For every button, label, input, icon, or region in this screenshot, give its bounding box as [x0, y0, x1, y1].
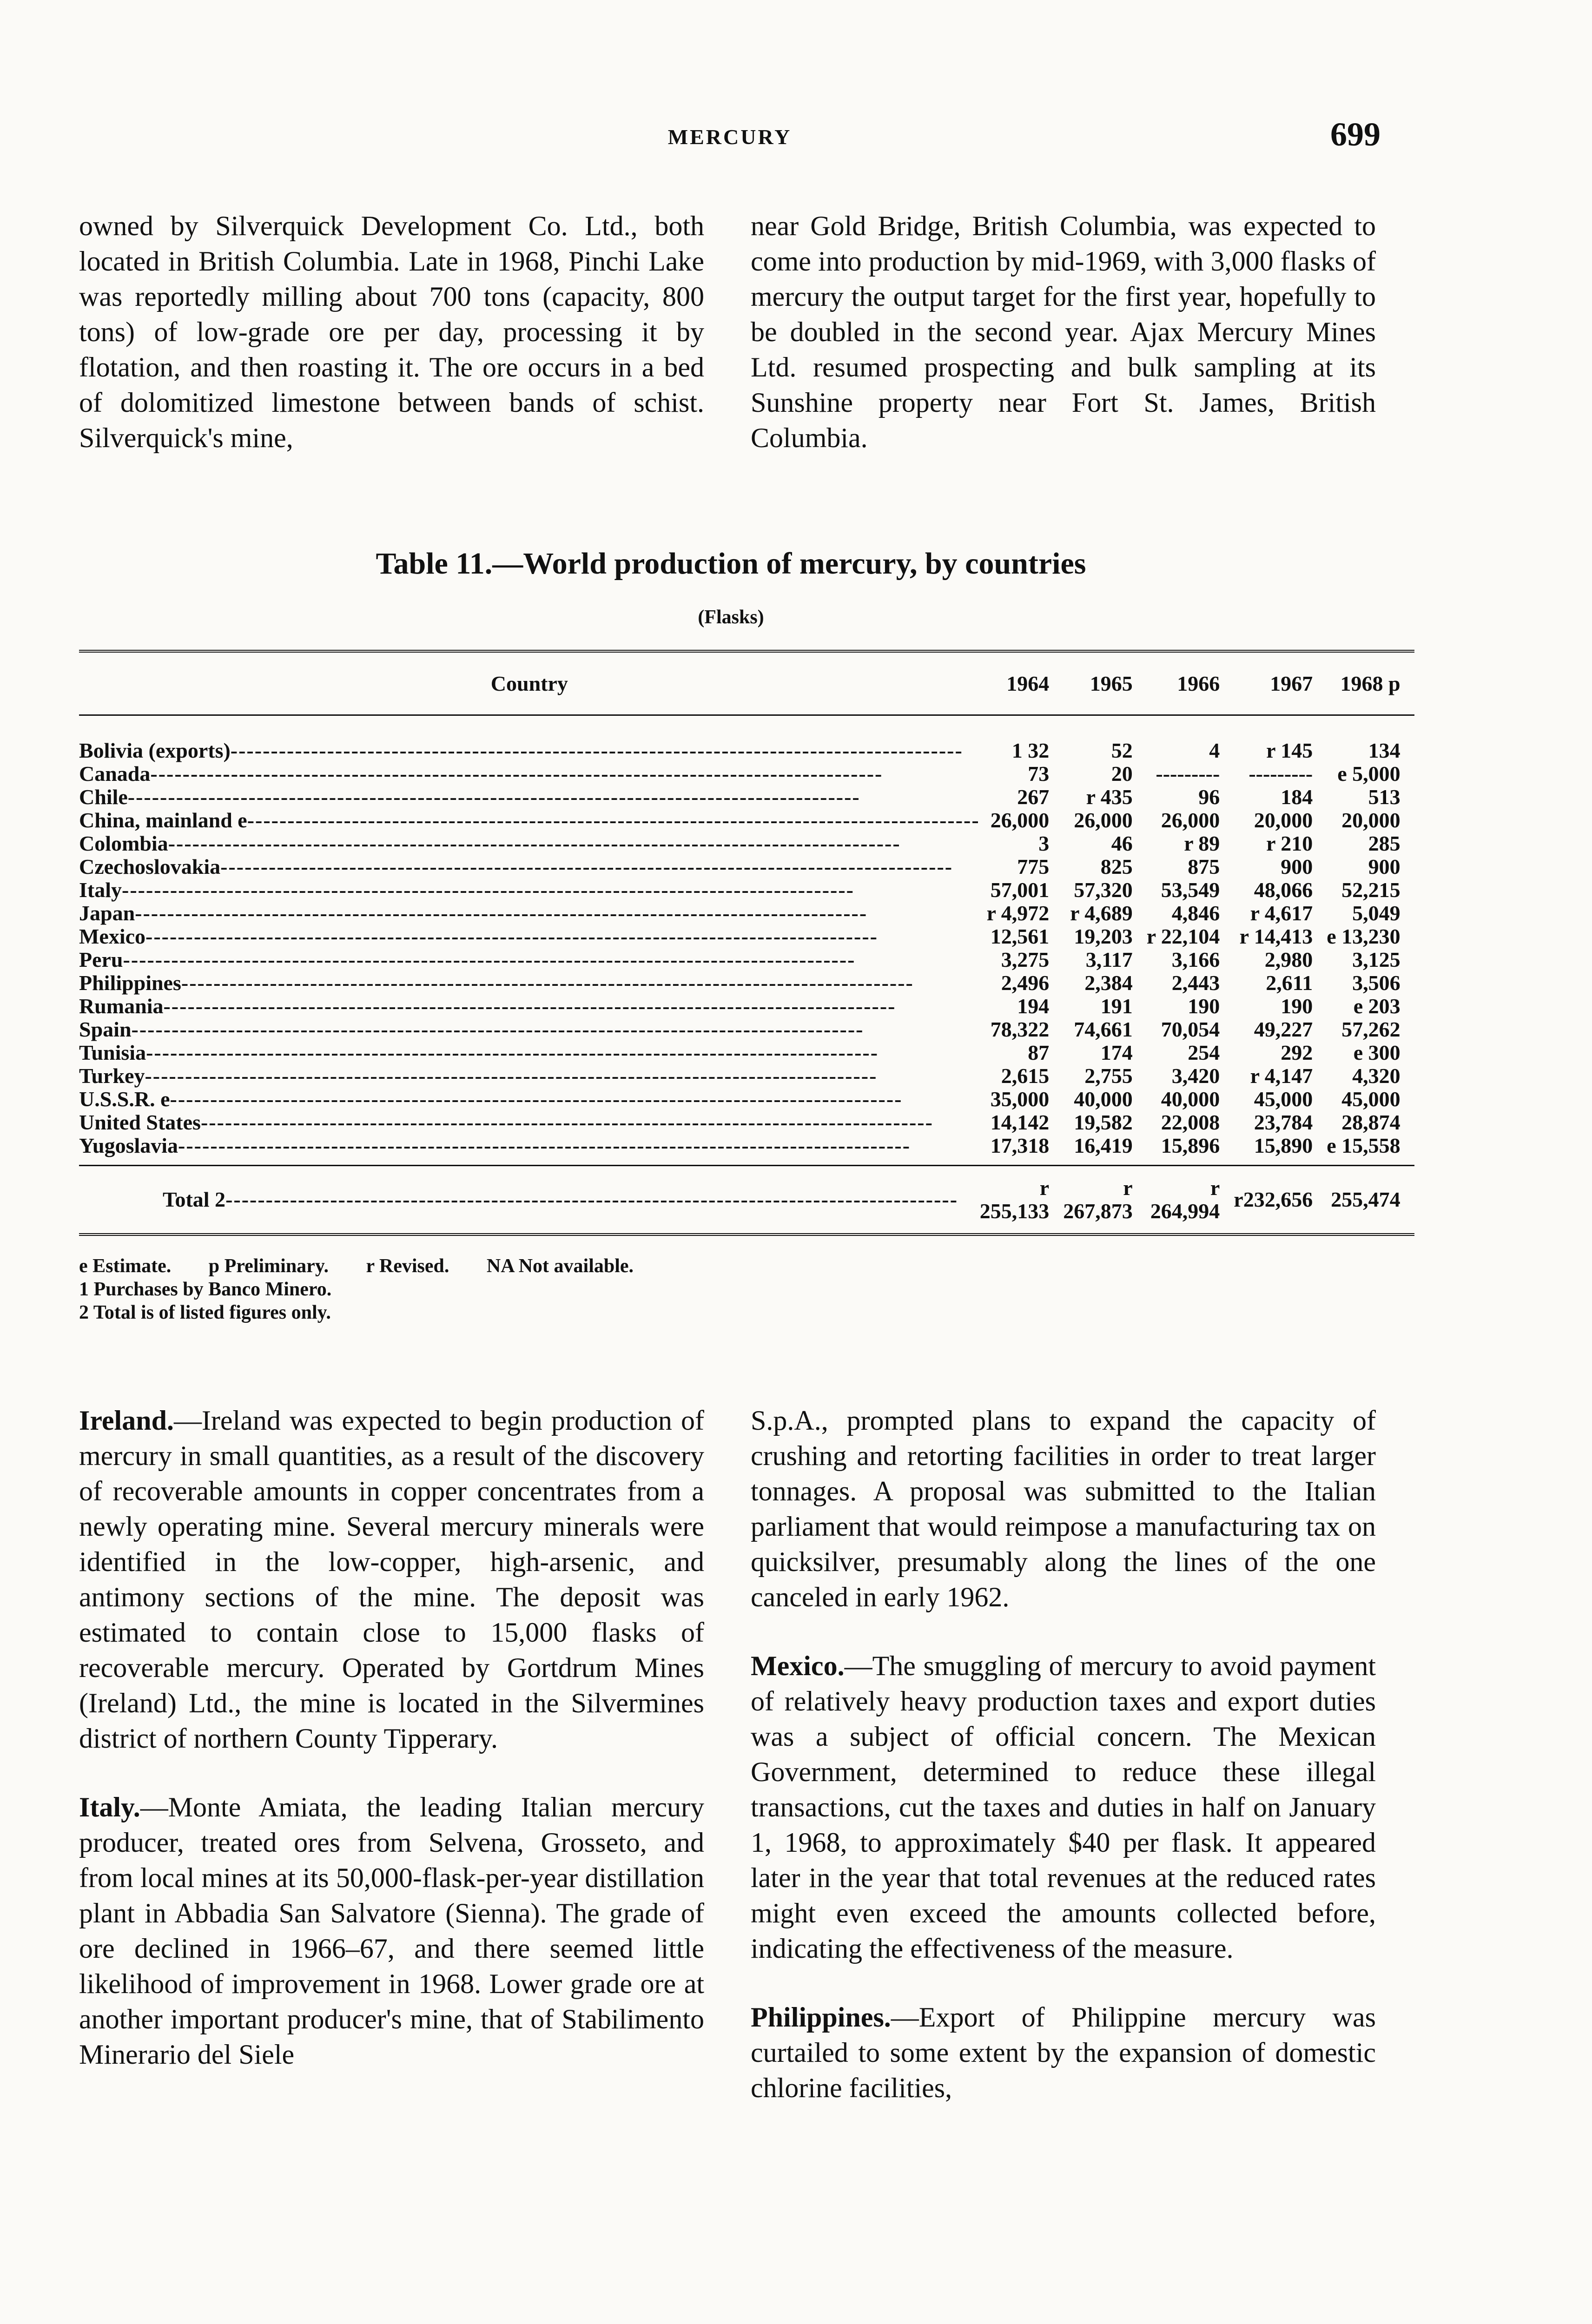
paragraph-italy-continued: S.p.A., prompted plans to expand the capacity of crushing and retorting facilities in order to treat larger tonnages. A proposal was submitted to the Italian parliament that would reimpose a manufacturing tax on quicksilver, presumably along the lines of the one canceled in early 1962.: [751, 1405, 1376, 1612]
value-cell-1964: 14,142: [990, 1110, 1050, 1134]
table-row: [79, 925, 1414, 948]
value-cell-1966: 2,443: [1171, 971, 1220, 995]
country-cell: Tunisia -----: [79, 1041, 980, 1064]
value-cell-1964: 78,322: [990, 1017, 1050, 1041]
value-cell-1968: 513: [1368, 785, 1400, 809]
value-cell-1968: 28,874: [1341, 1110, 1400, 1134]
table-row: [79, 1064, 1414, 1088]
column-header-1964: 1964: [980, 651, 1064, 715]
value-cell-1964: 1 32: [1011, 739, 1050, 762]
value-cell-1968: 3,506: [1352, 971, 1400, 995]
table-row: [79, 995, 1414, 1018]
value-cell-1968: 45,000: [1341, 1087, 1400, 1111]
value-cell-1966: ---------: [1156, 762, 1220, 786]
value-cell-1966: 96: [1198, 785, 1220, 809]
value-cell-1965: 2,384: [1084, 971, 1133, 995]
value-cell-1966: 22,008: [1161, 1110, 1220, 1134]
heading-philippines: Philippines.: [751, 2002, 891, 2033]
section-ireland: [79, 1403, 704, 1756]
value-cell-1964: 775: [1017, 855, 1050, 878]
table-row: [79, 809, 1414, 832]
table-unit: (Flasks): [698, 607, 764, 628]
table-row: [79, 715, 1414, 763]
table-row: [79, 902, 1414, 925]
table-row: [79, 1111, 1414, 1134]
value-cell-1967: r 4,617: [1250, 901, 1313, 925]
value-cell-1966: 26,000: [1161, 808, 1220, 832]
value-cell-1967: r 210: [1266, 832, 1313, 855]
table-row: [79, 855, 1414, 878]
value-cell-1964: 194: [1017, 994, 1050, 1018]
lower-left-column: [79, 1403, 704, 2072]
value-cell-1967: 2,611: [1266, 971, 1313, 995]
value-cell-1967: 20,000: [1254, 808, 1313, 832]
table-row: [79, 1018, 1414, 1041]
value-cell-1967: 190: [1281, 994, 1313, 1018]
value-cell-1966: 70,054: [1161, 1017, 1220, 1041]
value-cell-1965: r 4,689: [1070, 901, 1133, 925]
value-cell-1965: 19,582: [1074, 1110, 1133, 1134]
country-cell: Italy -----: [79, 878, 980, 902]
value-cell-1968: 57,262: [1341, 1017, 1400, 1041]
country-cell: Czechoslovakia -----: [79, 855, 980, 878]
note-preliminary: p Preliminary.: [208, 1255, 329, 1277]
country-cell: Philippines -----: [79, 971, 980, 995]
value-cell-1966: 190: [1188, 994, 1220, 1018]
value-cell-1967: r 145: [1266, 739, 1313, 762]
value-cell-1966: 15,896: [1161, 1134, 1220, 1157]
value-cell-1968: 285: [1368, 832, 1400, 855]
value-cell-1966: 4: [1209, 739, 1220, 762]
country-cell: Turkey -----: [79, 1064, 980, 1088]
value-cell-1965: 19,203: [1074, 924, 1133, 948]
value-cell-1966: 53,549: [1161, 878, 1220, 902]
country-cell: Japan -----: [79, 902, 980, 925]
value-cell-1968: 4,320: [1352, 1064, 1400, 1088]
column-header-1965: 1965: [1063, 651, 1147, 715]
value-cell-1967: 15,890: [1254, 1134, 1313, 1157]
value-cell-1965: 174: [1100, 1041, 1133, 1064]
value-cell-1964: r 4,972: [986, 901, 1050, 925]
legend-line: [79, 1254, 1383, 1278]
value-cell-1968: 3,125: [1352, 948, 1400, 971]
table-row: [79, 1088, 1414, 1111]
value-cell-1965: 46: [1111, 832, 1133, 855]
text-mexico: —The smuggling of mercury to avoid payment of relatively heavy production taxes and export duties was a subject of official concern. The Mexican Government, determined to reduce these illegal transactions, cut the taxes and duties in half on January 1, 1968, to approximately $40 per flask. It appeared later in the year that total revenues at the reduced rates might even exceed the amounts collected before, indicating the effectiveness of the measure.: [751, 1651, 1376, 1964]
value-cell-1966: 254: [1188, 1041, 1220, 1064]
value-cell-1964: 267: [1017, 785, 1050, 809]
country-cell: Peru -----: [79, 948, 980, 971]
page-header: [79, 115, 1381, 162]
value-cell-1966: 3,420: [1171, 1064, 1220, 1088]
table-row: [79, 948, 1414, 971]
text-philippines: —Export of Philippine mercury was curtailed to some extent by the expansion of domestic chlorine facilities,: [751, 2002, 1376, 2103]
value-cell-1965: 40,000: [1074, 1087, 1133, 1111]
running-title: MERCURY: [667, 125, 792, 149]
total-1966: r 264,994: [1147, 1166, 1234, 1235]
column-header-1967: 1967: [1234, 651, 1327, 715]
country-cell: United States -----: [79, 1111, 980, 1134]
table-row: [79, 971, 1414, 995]
table-row: [79, 1134, 1414, 1166]
value-cell-1968: e 15,558: [1327, 1134, 1400, 1157]
value-cell-1964: 35,000: [990, 1087, 1050, 1111]
value-cell-1968: 134: [1368, 739, 1400, 762]
value-cell-1967: 184: [1281, 785, 1313, 809]
value-cell-1964: 26,000: [990, 808, 1050, 832]
table-row: [79, 786, 1414, 809]
value-cell-1968: 20,000: [1341, 808, 1400, 832]
value-cell-1966: r 89: [1184, 832, 1220, 855]
value-cell-1964: 57,001: [990, 878, 1050, 902]
value-cell-1968: e 203: [1353, 994, 1400, 1018]
total-1964: r 255,133: [980, 1166, 1064, 1235]
value-cell-1967: 900: [1281, 855, 1313, 878]
value-cell-1964: 3: [1038, 832, 1050, 855]
value-cell-1964: 87: [1028, 1041, 1050, 1064]
value-cell-1964: 12,561: [990, 924, 1050, 948]
table-row: [79, 1041, 1414, 1064]
value-cell-1964: 73: [1028, 762, 1050, 786]
note-estimate: e Estimate.: [79, 1255, 172, 1277]
text-italy: —Monte Amiata, the leading Italian mercury producer, treated ores from Selvena, Grosseto, and from local mines at its 50,000-flask-per-year distillation plant in Abbadia San Salvatore (Sienna). The grade of ore declined in 1966–67, and there seemed little likelihood of improvement in 1968. Lower grade ore at another important producer's mine, that of Stabilimento Minerario del Siele: [79, 1792, 704, 2070]
top-left-column: [79, 208, 704, 456]
value-cell-1967: r 4,147: [1250, 1064, 1313, 1088]
country-cell: Yugoslavia -----: [79, 1134, 980, 1166]
value-cell-1965: 74,661: [1074, 1017, 1133, 1041]
value-cell-1965: r 435: [1086, 785, 1133, 809]
value-cell-1965: 2,755: [1084, 1064, 1133, 1088]
heading-italy: Italy.: [79, 1792, 140, 1822]
country-cell: Bolivia (exports) -----: [79, 715, 980, 763]
column-header-1968: 1968 p: [1327, 651, 1414, 715]
value-cell-1967: 23,784: [1254, 1110, 1313, 1134]
table-notes: [79, 1254, 1383, 1324]
value-cell-1966: r 22,104: [1146, 924, 1220, 948]
value-cell-1967: 48,066: [1254, 878, 1313, 902]
total-1967: r232,656: [1234, 1166, 1327, 1235]
table-row: [79, 762, 1414, 786]
table-block: [79, 543, 1400, 1324]
country-cell: Spain -----: [79, 1018, 980, 1041]
total-1965: r 267,873: [1063, 1166, 1147, 1235]
value-cell-1967: r 14,413: [1239, 924, 1313, 948]
column-header-1966: 1966: [1147, 651, 1234, 715]
paragraph-top-left: owned by Silverquick Development Co. Ltd., both located in British Columbia. Late in 1968, Pinchi Lake was reportedly milling about 700 tons (capacity, 800 tons) of low-grade ore per day, processing it by flotation, and then roasting it. The ore occurs in a bed of dolomitized limestone between bands of schist. Silverquick's mine,: [79, 211, 704, 453]
footnote-1: 1 Purchases by Banco Minero.: [79, 1279, 332, 1300]
country-cell: Colombia -----: [79, 832, 980, 855]
value-cell-1968: e 13,230: [1327, 924, 1400, 948]
total-1968: 255,474: [1327, 1166, 1414, 1235]
value-cell-1965: 16,419: [1074, 1134, 1133, 1157]
country-cell: Chile -----: [79, 786, 980, 809]
value-cell-1966: 40,000: [1161, 1087, 1220, 1111]
value-cell-1968: 900: [1368, 855, 1400, 878]
note-not-available: NA Not available.: [486, 1255, 634, 1277]
country-cell: Mexico -----: [79, 925, 980, 948]
production-table: [79, 650, 1414, 1236]
section-mexico: [751, 1648, 1376, 1966]
note-revised: r Revised.: [366, 1255, 449, 1277]
page-number: 699: [1330, 116, 1381, 153]
text-ireland: —Ireland was expected to begin production of mercury in small quantities, as a result of the discovery of recoverable amounts in copper concentrates from a newly operating mine. Several mercury minerals were identified in the low-copper, high-arsenic, and antimony sections of the mine. The deposit was estimated to contain close to 15,000 flasks of recoverable mercury. Operated by Gortdrum Mines (Ireland) Ltd., the mine is located in the Silvermines district of northern County Tipperary.: [79, 1405, 704, 1754]
value-cell-1965: 20: [1111, 762, 1133, 786]
value-cell-1965: 825: [1100, 855, 1133, 878]
value-cell-1967: 49,227: [1254, 1017, 1313, 1041]
table-header-row: [79, 651, 1414, 715]
table-total: [79, 1166, 1414, 1235]
value-cell-1964: 17,318: [990, 1134, 1050, 1157]
value-cell-1968: e 5,000: [1337, 762, 1400, 786]
total-label: Total 2 -----: [79, 1166, 980, 1235]
value-cell-1965: 191: [1100, 994, 1133, 1018]
value-cell-1965: 26,000: [1074, 808, 1133, 832]
footnote-2: 2 Total is of listed figures only.: [79, 1302, 331, 1323]
heading-ireland: Ireland.: [79, 1405, 174, 1436]
value-cell-1965: 52: [1111, 739, 1133, 762]
value-cell-1968: e 300: [1353, 1041, 1400, 1064]
value-cell-1965: 3,117: [1085, 948, 1133, 971]
heading-mexico: Mexico.: [751, 1651, 845, 1681]
value-cell-1964: 2,496: [1001, 971, 1050, 995]
value-cell-1964: 3,275: [1001, 948, 1050, 971]
value-cell-1968: 5,049: [1352, 901, 1400, 925]
country-cell: Rumania -----: [79, 995, 980, 1018]
value-cell-1964: 2,615: [1001, 1064, 1050, 1088]
value-cell-1967: 45,000: [1254, 1087, 1313, 1111]
value-cell-1965: 57,320: [1074, 878, 1133, 902]
top-right-column: [751, 208, 1376, 456]
total-row: [79, 1166, 1414, 1235]
paragraph-top-right: near Gold Bridge, British Columbia, was expected to come into production by mid-1969, with 3,000 flasks of mercury the output target for the first year, hopefully to be doubled in the second year. Ajax Mercury Mines Ltd. resumed prospecting and bulk sampling at its Sunshine property near Fort St. James, British Columbia.: [751, 211, 1376, 453]
table-title: Table 11.—World production of mercury, by countries: [376, 547, 1086, 581]
value-cell-1968: 52,215: [1341, 878, 1400, 902]
country-cell: Canada -----: [79, 762, 980, 786]
section-philippines: [751, 2000, 1376, 2106]
country-cell: U.S.S.R. e -----: [79, 1088, 980, 1111]
value-cell-1966: 3,166: [1171, 948, 1220, 971]
table-body: [79, 715, 1414, 1166]
country-cell: China, mainland e -----: [79, 809, 980, 832]
table-row: [79, 878, 1414, 902]
value-cell-1966: 4,846: [1171, 901, 1220, 925]
value-cell-1967: ---------: [1248, 762, 1313, 786]
value-cell-1967: 2,980: [1264, 948, 1313, 971]
table-row: [79, 832, 1414, 855]
lower-right-column: [751, 1403, 1376, 2106]
section-italy: [79, 1789, 704, 2072]
value-cell-1967: 292: [1281, 1041, 1313, 1064]
column-header-country: Country: [79, 651, 980, 715]
value-cell-1966: 875: [1188, 855, 1220, 878]
